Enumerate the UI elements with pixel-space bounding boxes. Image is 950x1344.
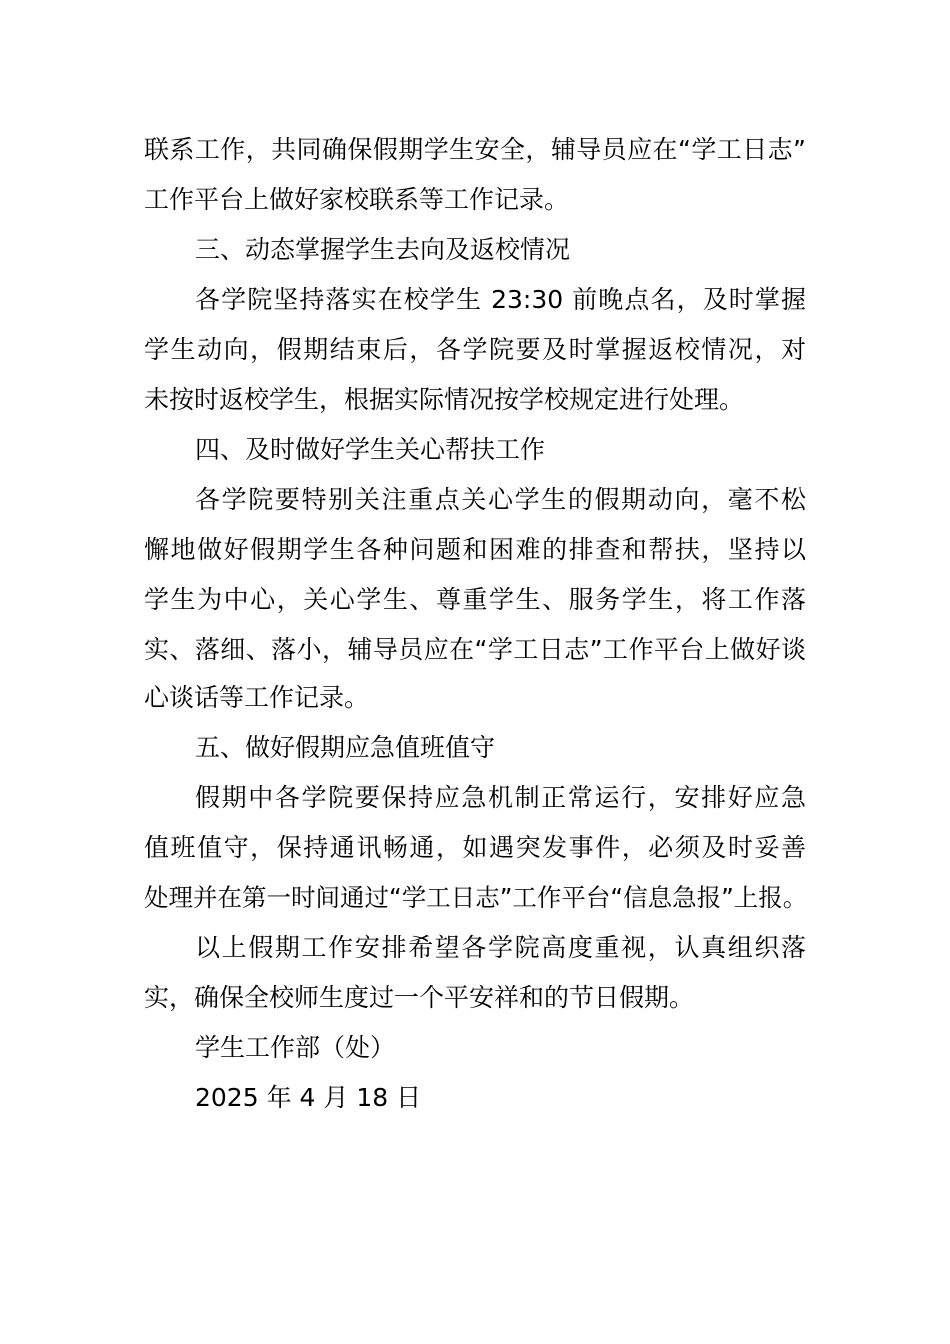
paragraph-line: 未按时返校学生，根据实际情况按学校规定进行处理。 [144, 385, 745, 414]
signature-date: 2025 年 4 月 18 日 [195, 1083, 422, 1112]
section-heading-5: 五、做好假期应急值班值守 [195, 733, 496, 762]
paragraph-line: 各学院坚持落实在校学生 23:30 前晚点名，及时掌握 [195, 285, 806, 314]
paragraph-line: 懈地做好假期学生各种问题和困难的排查和帮扶，坚持以 [144, 535, 806, 564]
closing-paragraph-line: 以上假期工作安排希望各学院高度重视，认真组织落 [195, 933, 806, 962]
paragraph-line: 工作平台上做好家校联系等工作记录。 [144, 185, 570, 214]
paragraph-line: 学生为中心，关心学生、尊重学生、服务学生，将工作落 [144, 585, 806, 614]
paragraph-line: 学生动向，假期结束后，各学院要及时掌握返校情况，对 [144, 335, 806, 364]
paragraph-line: 处理并在第一时间通过“学工日志”工作平台“信息急报”上报。 [144, 883, 808, 912]
paragraph-line: 假期中各学院要保持应急机制正常运行，安排好应急 [195, 783, 806, 812]
section-heading-4: 四、及时做好学生关心帮扶工作 [195, 435, 546, 464]
section-heading-3: 三、动态掌握学生去向及返校情况 [195, 235, 571, 264]
paragraph-line: 各学院要特别关注重点关心学生的假期动向，毫不松 [195, 485, 806, 514]
paragraph-line: 实、落细、落小，辅导员应在“学工日志”工作平台上做好谈 [144, 635, 806, 664]
paragraph-line: 心谈话等工作记录。 [144, 683, 370, 712]
closing-paragraph-line: 实，确保全校师生度过一个平安祥和的节日假期。 [144, 983, 695, 1012]
paragraph-line: 值班值守，保持通讯畅通，如遇突发事件，必须及时妥善 [144, 833, 806, 862]
paragraph-line: 联系工作，共同确保假期学生安全，辅导员应在“学工日志” [144, 135, 806, 164]
signature-department: 学生工作部（处） [195, 1033, 396, 1062]
